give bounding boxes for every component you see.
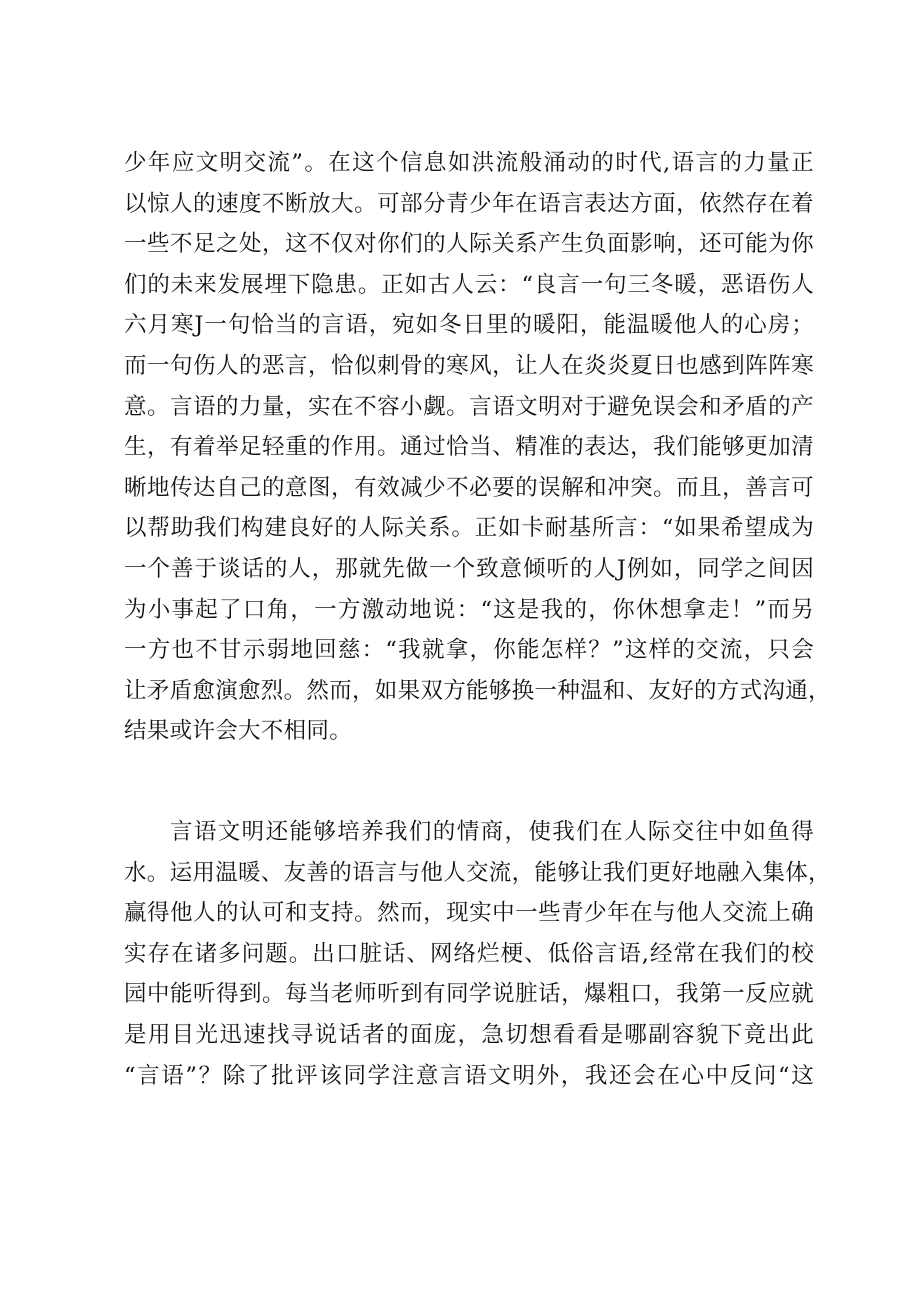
text-line: 为小事起了口角，一方激动地说：“这是我的，你休想拿走！”而另: [124, 596, 814, 623]
text-line: 一方也不甘示弱地回慈：“我就拿，你能怎样？”这样的交流，只会: [124, 637, 814, 664]
text-line: 言语文明还能够培养我们的情商，使我们在人际交往中如鱼得: [170, 819, 814, 845]
text-line: 晰地传达自己的意图，有效减少不必要的误解和冲突。而且，善言可: [124, 474, 814, 501]
text-line: 生，有着举足轻重的作用。通过恰当、精准的表达，我们能够更加清: [124, 434, 814, 461]
text-line: 一些不足之处，这不仅对你们的人际关系产生负面影响，还可能为你: [124, 231, 814, 258]
text-line: 实存在诸多问题。出口脏话、网络烂梗、低俗言语,经常在我们的校: [124, 940, 814, 967]
text-line: 六月寒J一句恰当的言语，宛如冬日里的暖阳，能温暖他人的心房；: [124, 312, 814, 339]
paragraph-2: [124, 812, 831, 1096]
text-line: 让矛盾愈演愈烈。然而，如果双方能够换一种温和、友好的方式沟通，: [124, 677, 831, 704]
text-line: 园中能听得到。每当老师听到有同学说脏话，爆粗口，我第一反应就: [124, 981, 814, 1008]
text-line: 以帮助我们构建良好的人际关系。正如卡耐基所言：“如果希望成为: [124, 515, 814, 542]
text-line: 一个善于谈话的人，那就先做一个致意倾听的人J例如，同学之间因: [124, 555, 814, 582]
text-line: 结果或许会大不相同。: [124, 718, 353, 745]
text-line: 而一句伤人的恶言，恰似刺骨的寒风，让人在炎炎夏日也感到阵阵寒: [124, 352, 814, 379]
text-line: 意。言语的力量，实在不容小觑。言语文明对于避免误会和矛盾的产: [124, 393, 814, 420]
text-line: 是用目光迅速找寻说话者的面庞，急切想看看是哪副容貌下竟出此: [124, 1021, 814, 1048]
text-line: 少年应文明交流”。在这个信息如洪流般涌动的时代,语言的力量正: [124, 150, 814, 176]
text-line: 们的未来发展埋下隐患。正如古人云：“良言一句三冬暖，恶语伤人: [124, 271, 814, 298]
text-line: 水。运用温暖、友善的语言与他人交流，能够让我们更好地融入集体，: [124, 859, 831, 886]
paragraph-1: [124, 143, 831, 752]
text-line: “言语”？除了批评该同学注意言语文明外，我还会在心中反问“这: [124, 1062, 814, 1089]
text-line: 赢得他人的认可和支持。然而，现实中一些青少年在与他人交流上确: [124, 900, 814, 927]
text-line: 以惊人的速度不断放大。可部分青少年在语言表达方面，依然存在着: [124, 190, 814, 217]
